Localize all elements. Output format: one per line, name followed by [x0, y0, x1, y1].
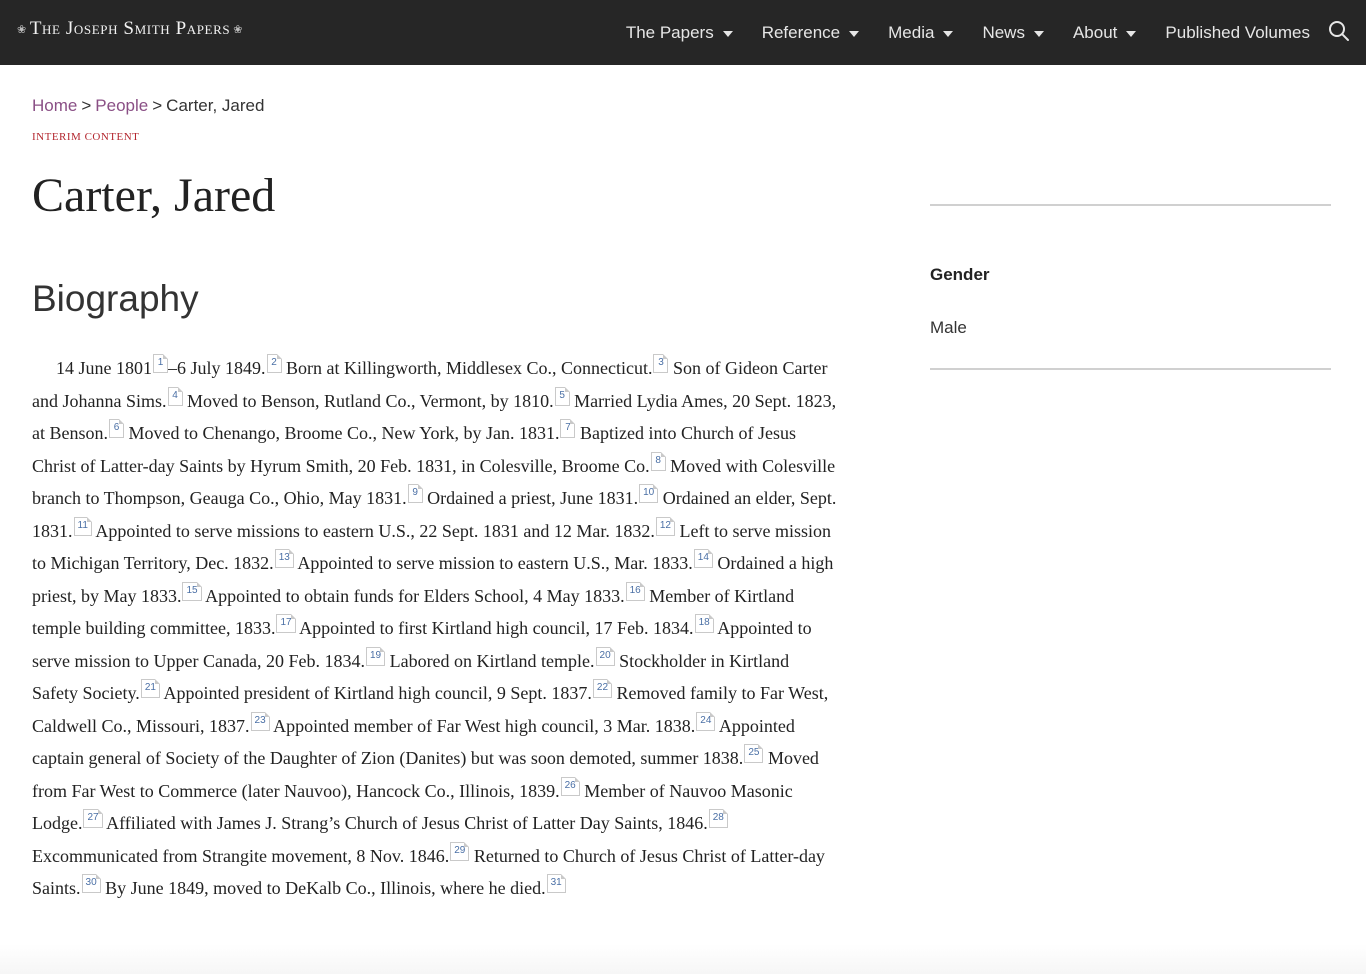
biography-segment: Excommunicated from Strangite movement, 8 Nov. 1846. — [32, 845, 450, 866]
biography-segment: Member of Nauvoo Masonic Lodge. — [32, 780, 793, 833]
biography-segment: Appointed to serve missions to eastern U.S., 22 Sept. 1831 and 12 Mar. 1832. — [91, 520, 655, 541]
biography-segment: Returned to Church of Jesus Christ of Latter-day Saints. — [32, 845, 825, 898]
footnote-marker[interactable]: 14 — [694, 549, 713, 568]
footnote-marker[interactable]: 3 — [653, 354, 668, 373]
footnote-marker[interactable]: 8 — [651, 452, 666, 471]
footnote-marker[interactable]: 4 — [168, 387, 183, 406]
nav-item-label: Media — [888, 22, 935, 42]
nav-item-label: The Papers — [625, 22, 714, 42]
biography-segment: Born at Killingworth, Middlesex Co., Connecticut. — [281, 358, 653, 378]
footnote-marker[interactable]: 31 — [547, 874, 566, 893]
nav-item-the-papers[interactable] — [626, 23, 733, 43]
caret-down-icon — [723, 31, 733, 37]
logo-text: The Joseph Smith Papers — [29, 18, 231, 39]
footnote-marker[interactable]: 1 — [153, 354, 168, 373]
biography-segment: Moved to Chenango, Broome Co., New York, by Jan. 1831. — [124, 423, 560, 443]
gender-label: Gender — [930, 265, 990, 284]
biography-segment: By June 1849, moved to DeKalb Co., Illinois, where he died. — [100, 878, 546, 898]
caret-down-icon — [1126, 31, 1136, 37]
biography-segment: Appointed to first Kirtland high council, 17 Feb. 1834. — [295, 618, 694, 638]
biography-segment: Appointed president of Kirtland high council, 9 Sept. 1837. — [159, 683, 592, 703]
caret-down-icon — [849, 31, 859, 37]
biography-segment: Member of Kirtland temple building committee, 1833. — [32, 585, 795, 638]
footnote-marker[interactable]: 7 — [560, 419, 575, 438]
breadcrumb — [32, 96, 264, 116]
biography-segment: Removed family to Far West, Caldwell Co., Missouri, 1837. — [32, 683, 829, 736]
site-header — [0, 0, 1366, 65]
biography-segment: Ordained an elder, Sept. 1831. — [32, 488, 837, 541]
footnote-marker[interactable]: 15 — [182, 582, 201, 601]
footnote-marker[interactable]: 11 — [74, 517, 92, 536]
nav-item-label: Reference — [761, 22, 841, 42]
nav-item-label: News — [982, 22, 1025, 42]
biography-segment: Son of Gideon Carter and Johanna Sims. — [32, 358, 828, 411]
nav-item-label: Published Volumes — [1165, 22, 1310, 42]
biography-segment: Married Lydia Ames, 20 Sept. 1823, at Benson. — [32, 390, 837, 443]
footnote-marker[interactable]: 22 — [593, 679, 612, 698]
gender-value: Male — [930, 318, 967, 337]
biography-segment: Stockholder in Kirtland Safety Society. — [32, 650, 790, 703]
biography-text — [32, 352, 837, 905]
nav-item-reference[interactable] — [762, 23, 859, 43]
search-icon — [1327, 19, 1351, 43]
biography-segment: Ordained a high priest, by May 1833. — [32, 553, 834, 606]
breadcrumb-separator: > — [81, 96, 92, 115]
biography-segment: Left to serve mission to Michigan Territory, Dec. 1832. — [32, 520, 831, 573]
site-logo[interactable] — [14, 17, 246, 41]
biography-segment: Affiliated with James J. Strang’s Church of Jesus Christ of Latter Day Saints, 1846. — [102, 813, 708, 833]
footnote-marker[interactable]: 10 — [639, 484, 658, 503]
breadcrumb-current: Carter, Jared — [166, 96, 265, 115]
footnote-marker[interactable]: 21 — [141, 679, 160, 698]
nav-item-label: About — [1072, 22, 1118, 42]
nav-item-news[interactable] — [982, 23, 1044, 43]
biography-segment: 14 June 1801 — [56, 358, 152, 378]
biography-segment: Appointed to serve mission to eastern U.S., Mar. 1833. — [293, 553, 693, 573]
footnote-marker[interactable]: 6 — [109, 419, 124, 438]
biography-segment: Baptized into Church of Jesus Christ of Latter-day Saints by Hyrum Smith, 20 Feb. 1831, in Colesville, Broome Co. — [32, 423, 796, 476]
biography-segment: Moved to Benson, Rutland Co., Vermont, by 1810. — [182, 390, 554, 411]
footnote-marker[interactable]: 28 — [709, 809, 728, 828]
footnote-marker[interactable]: 16 — [626, 582, 645, 601]
caret-down-icon — [1034, 31, 1044, 37]
sidebar-divider-bottom — [930, 368, 1331, 370]
nav-item-about[interactable] — [1073, 23, 1136, 43]
page-title: Carter, Jared — [32, 169, 276, 222]
footnote-marker[interactable]: 17 — [276, 614, 295, 633]
biography-segment: Appointed to serve mission to Upper Canada, 20 Feb. 1834. — [32, 618, 812, 671]
sidebar-divider-top — [930, 204, 1331, 206]
biography-segment: Appointed to obtain funds for Elders School, 4 May 1833. — [201, 585, 625, 606]
biography-segment: Moved from Far West to Commerce (later Nauvoo), Hancock Co., Illinois, 1839. — [32, 748, 819, 801]
footnote-marker[interactable]: 29 — [450, 842, 469, 861]
footnote-marker[interactable]: 30 — [82, 874, 101, 893]
footnote-marker[interactable]: 13 — [275, 549, 294, 568]
interim-content-badge: INTERIM CONTENT — [32, 131, 140, 143]
biography-segment: Appointed member of Far West high council, 3 Mar. 1838. — [269, 715, 696, 736]
biography-segment: –6 July 1849. — [168, 358, 266, 378]
footnote-marker[interactable]: 19 — [366, 647, 385, 666]
footnote-marker[interactable]: 23 — [251, 712, 270, 731]
search-button[interactable] — [1327, 19, 1351, 43]
main-nav — [597, 0, 1310, 65]
biography-segment: Labored on Kirtland temple. — [385, 650, 595, 671]
footnote-marker[interactable]: 26 — [561, 777, 580, 796]
footnote-marker[interactable]: 5 — [555, 387, 570, 406]
footnote-marker[interactable]: 12 — [656, 517, 675, 536]
biography-segment: Ordained a priest, June 1831. — [422, 488, 639, 508]
breadcrumb-separator: > — [152, 96, 163, 115]
logo-ornament-left-icon: ❀ — [17, 23, 27, 36]
biography-heading: Biography — [32, 278, 199, 319]
nav-item-published-volumes[interactable] — [1165, 23, 1310, 43]
footnote-marker[interactable]: 9 — [408, 484, 423, 503]
logo-ornament-right-icon: ❀ — [233, 23, 244, 36]
caret-down-icon — [943, 31, 953, 37]
bottom-fade — [0, 944, 1366, 974]
breadcrumb-home-link[interactable]: Home — [32, 96, 78, 115]
nav-item-media[interactable] — [888, 23, 953, 43]
footnote-marker[interactable]: 27 — [83, 809, 102, 828]
breadcrumb-people-link[interactable]: People — [95, 96, 149, 115]
footnote-marker[interactable]: 25 — [744, 744, 763, 763]
biography-segment: Appointed captain general of Society of the Daughter of Zion (Danites) but was soon demoted, summer 1838. — [32, 715, 795, 768]
footnote-marker[interactable]: 2 — [267, 354, 282, 373]
footnote-marker[interactable]: 18 — [695, 614, 714, 633]
footnote-marker[interactable]: 24 — [696, 712, 715, 731]
biography-segment: Moved with Colesville branch to Thompson, Geauga Co., Ohio, May 1831. — [32, 455, 836, 508]
footnote-marker[interactable]: 20 — [596, 647, 615, 666]
